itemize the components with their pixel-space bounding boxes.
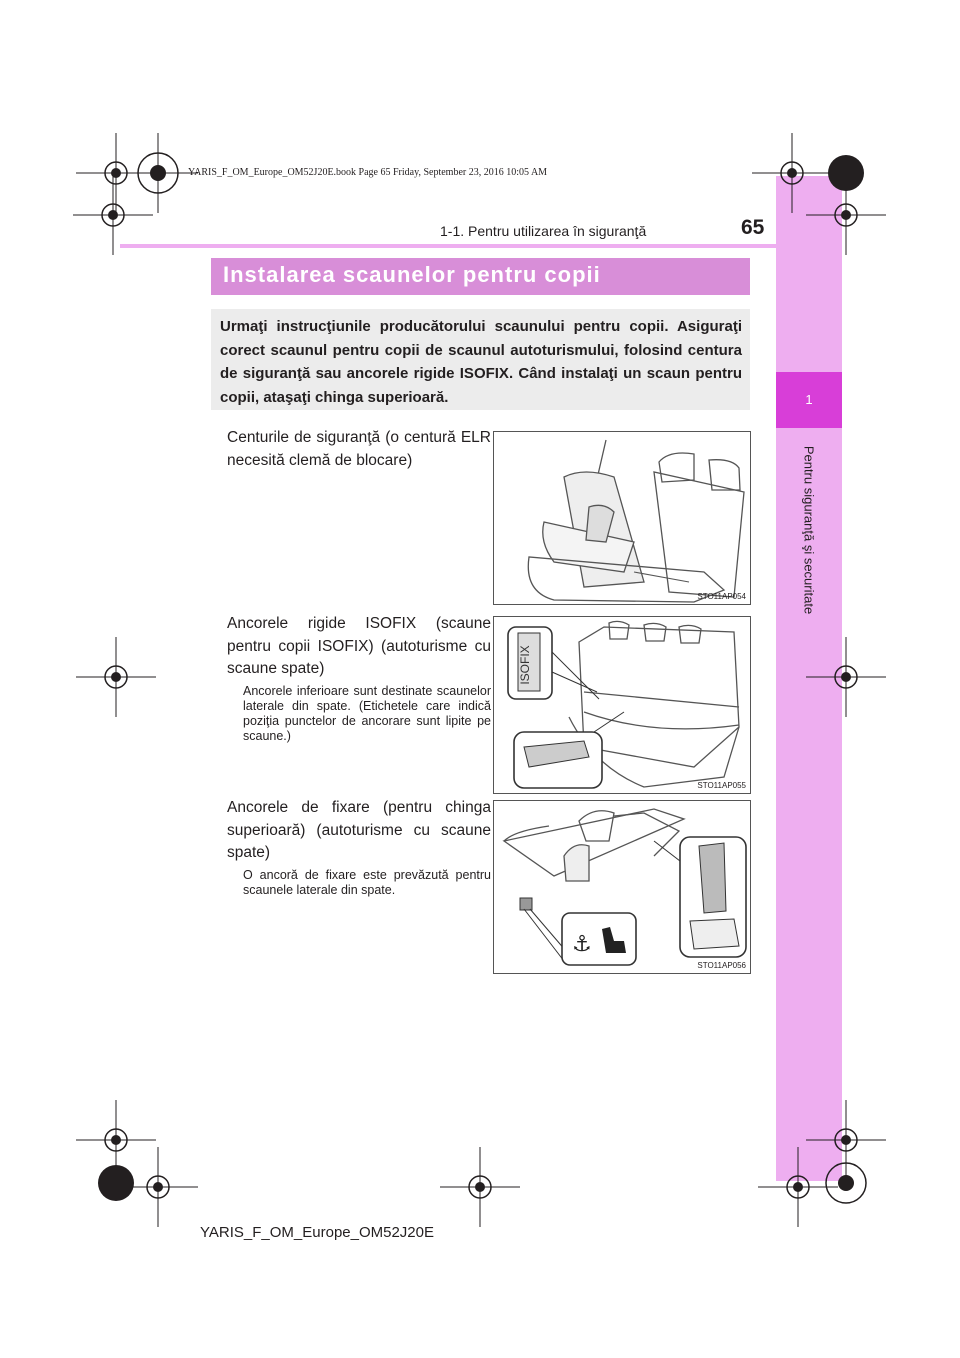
seat-belt-child-seat-figure (493, 431, 751, 605)
item-note: Ancorele inferioare sunt destinate scaunelor laterale din spate. (Etichetele care indică poziţia punctelor de ancorare sunt lipite pe scaune.) (243, 684, 491, 743)
registration-mark-icon (73, 175, 153, 255)
item-title: Centurile de siguranţă (o centură ELR necesită clemă de blocare) (227, 429, 491, 469)
header-rule (120, 244, 776, 248)
anchor-plate (520, 898, 532, 910)
registration-mark-icon (806, 175, 886, 255)
chapter-title-vertical: Pentru siguranţă şi securitate (801, 445, 817, 615)
item-title: Ancorele de fixare (pentru chinga superioară) (autoturisme cu scaune spate) (227, 799, 491, 861)
footer-document-code: YARIS_F_OM_Europe_OM52J20E (200, 1224, 435, 1241)
section-banner (211, 258, 750, 295)
isofix-anchor-figure (493, 616, 751, 794)
book-file-info: YARIS_F_OM_Europe_OM52J20E.book Page 65 Friday, September 23, 2016 10:05 AM (188, 167, 548, 178)
item-title: Ancorele rigide ISOFIX (scaune pentru copii ISOFIX) (autoturisme cu scaune spate) (227, 615, 491, 677)
tether-illustration (494, 801, 750, 973)
section-header: 1-1. Pentru utilizarea în siguranţă (440, 223, 647, 239)
registration-mark-icon (440, 1147, 520, 1227)
starburst-mark-icon (806, 1143, 886, 1223)
figure-code: STO11AP054 (697, 592, 746, 601)
registration-mark-icon (76, 637, 156, 717)
tether-anchor-figure (493, 800, 751, 974)
registration-mark-icon (806, 637, 886, 717)
child-seat-illustration (494, 432, 750, 604)
registration-mark-icon (118, 1147, 198, 1227)
page-number: 65 (741, 216, 765, 239)
anchor-icon: ⚓ (572, 932, 592, 957)
item-note: O ancoră de fixare este prevăzută pentru scaunele laterale din spate. (243, 868, 491, 897)
figure-code: STO11AP056 (697, 961, 746, 970)
intro-text: Urmaţi instrucţiunile producătorului scaunului pentru copii. Asiguraţi corect scaunul pentru copii de scaunul autoturismului, folosind centura de siguranţă sau ancorele rigide ISOFIX. Când instalaţi un scaun pentru copii, ataşaţi chinga superioară. (220, 318, 742, 406)
intro-box (211, 309, 750, 410)
isofix-callout-label: ISOFIX (518, 645, 532, 685)
banner-title: Instalarea scaunelor pentru copii (223, 262, 601, 287)
isofix-illustration (494, 617, 750, 793)
chapter-number-badge: 1 (776, 372, 842, 428)
figure-code: STO11AP055 (697, 781, 746, 790)
